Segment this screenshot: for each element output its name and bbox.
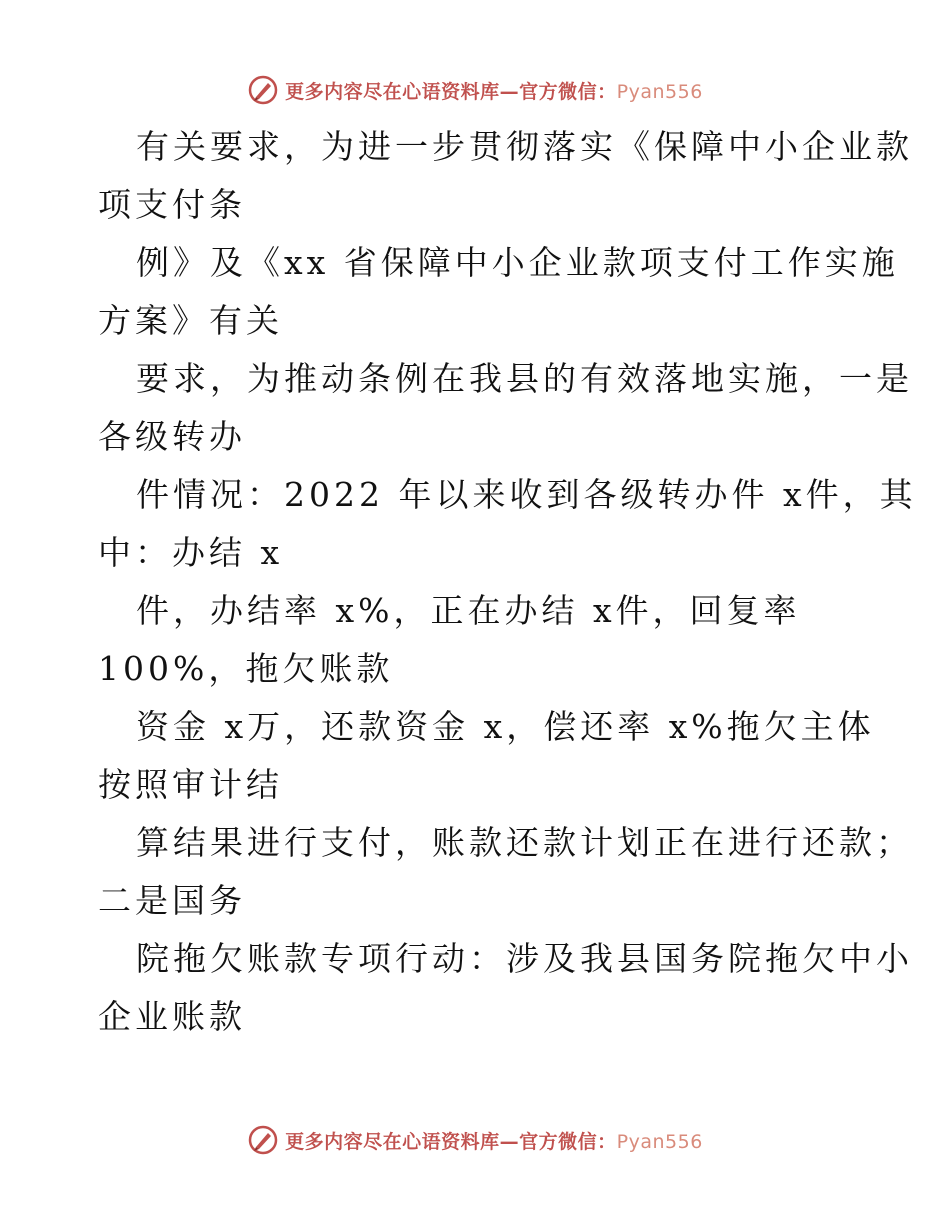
- body-line: 要求，为推动条例在我县的有效落地实施，一是: [136, 359, 913, 398]
- body-line: 件情况：2022 年以来收到各级转办件 x件，其: [136, 475, 917, 514]
- banner-wechat-id: Pyan556: [616, 1130, 703, 1153]
- banner-wechat-id: Pyan556: [616, 80, 703, 103]
- pen-logo-icon: [247, 74, 279, 106]
- body-line: 有关要求，为进一步贯彻落实《保障中小企业款: [136, 127, 913, 166]
- body-line: 项支付条: [98, 185, 246, 224]
- body-line: 100%，拖欠账款: [98, 649, 394, 688]
- body-line: 方案》有关: [98, 301, 283, 340]
- body-line: 按照审计结: [98, 765, 283, 804]
- header-banner: [0, 70, 950, 110]
- pen-logo-icon: [247, 1124, 279, 1156]
- footer-banner: [0, 1120, 950, 1160]
- body-line: 资金 x万，还款资金 x，偿还率 x%拖欠主体: [136, 707, 875, 746]
- body-line: 二是国务: [98, 881, 246, 920]
- banner-text-cn: 更多内容尽在心语资料库—官方微信：: [285, 80, 617, 103]
- banner-text-cn: 更多内容尽在心语资料库—官方微信：: [285, 1130, 617, 1153]
- body-line: 院拖欠账款专项行动：涉及我县国务院拖欠中小: [136, 939, 913, 978]
- body-line: 例》及《xx 省保障中小企业款项支付工作实施: [136, 243, 899, 282]
- body-line: 中：办结 x: [98, 533, 284, 572]
- document-body: [98, 118, 917, 1046]
- banner-text: [285, 1127, 703, 1154]
- body-line: 算结果进行支付，账款还款计划正在进行还款；: [136, 823, 913, 862]
- body-line: 企业账款: [98, 997, 246, 1036]
- banner-text: [285, 77, 703, 104]
- body-line: 各级转办: [98, 417, 246, 456]
- body-line: 件，办结率 x%，正在办结 x件，回复率: [136, 591, 801, 630]
